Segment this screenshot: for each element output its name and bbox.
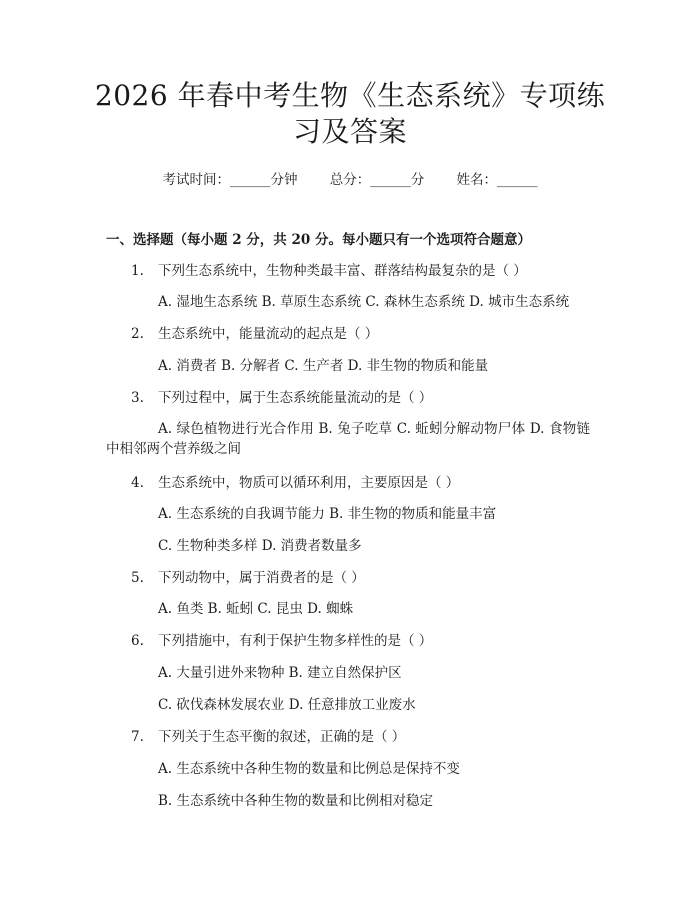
question-7-option-a: A. 生态系统中各种生物的数量和比例总是保持不变 <box>158 761 460 777</box>
exam-meta <box>0 168 700 188</box>
page-title: 2026 年春中考生物《生态系统》专项练习及答案 <box>94 79 606 148</box>
question-6-options-c: C. 砍伐森林发展农业 D. 任意排放工业废水 <box>158 697 416 713</box>
question-text: 下列措施中，有利于保护生物多样性的是（ ） <box>158 633 433 649</box>
exam-name: 姓名：______ <box>456 172 538 188</box>
section-heading: 一、选择题（每小题 2 分，共 20 分。每小题只有一个选项符合题意） <box>106 232 531 248</box>
question-4-options-c: C. 生物种类多样 D. 消费者数量多 <box>158 538 362 554</box>
exam-time: 考试时间：______分钟 <box>162 172 298 188</box>
question-number: 4. <box>131 475 144 491</box>
question-text: 下列生态系统中，生物种类最丰富、群落结构最复杂的是（ ） <box>158 263 527 279</box>
question-text: 下列关于生态平衡的叙述，正确的是（ ） <box>158 729 406 745</box>
question-text: 生态系统中，物质可以循环利用，主要原因是（ ） <box>158 475 460 491</box>
exam-score: 总分：______分 <box>329 172 425 188</box>
question-5-options: A. 鱼类 B. 蚯蚓 C. 昆虫 D. 蜘蛛 <box>158 601 354 617</box>
question-number: 7. <box>131 729 144 745</box>
question-2-options: A. 消费者 B. 分解者 C. 生产者 D. 非生物的物质和能量 <box>158 358 489 374</box>
question-number: 3. <box>131 390 144 406</box>
question-text: 生态系统中，能量流动的起点是（ ） <box>158 326 379 342</box>
question-6-options-a: A. 大量引进外来物种 B. 建立自然保护区 <box>158 665 402 681</box>
question-number: 5. <box>131 570 144 586</box>
question-number: 2. <box>131 326 144 342</box>
question-number: 6. <box>131 633 144 649</box>
question-3-options: A. 绿色植物进行光合作用 B. 兔子吃草 C. 蚯蚓分解动物尸体 D. 食物链中相邻两个营养级之间 <box>106 421 590 457</box>
question-1-options: A. 湿地生态系统 B. 草原生态系统 C. 森林生态系统 D. 城市生态系统 <box>158 294 570 310</box>
question-4-options-a: A. 生态系统的自我调节能力 B. 非生物的物质和能量丰富 <box>158 506 497 522</box>
question-number: 1. <box>131 263 144 279</box>
question-text: 下列动物中，属于消费者的是（ ） <box>158 570 365 586</box>
question-7-option-b: B. 生态系统中各种生物的数量和比例相对稳定 <box>158 793 434 809</box>
question-text: 下列过程中，属于生态系统能量流动的是（ ） <box>158 390 433 406</box>
